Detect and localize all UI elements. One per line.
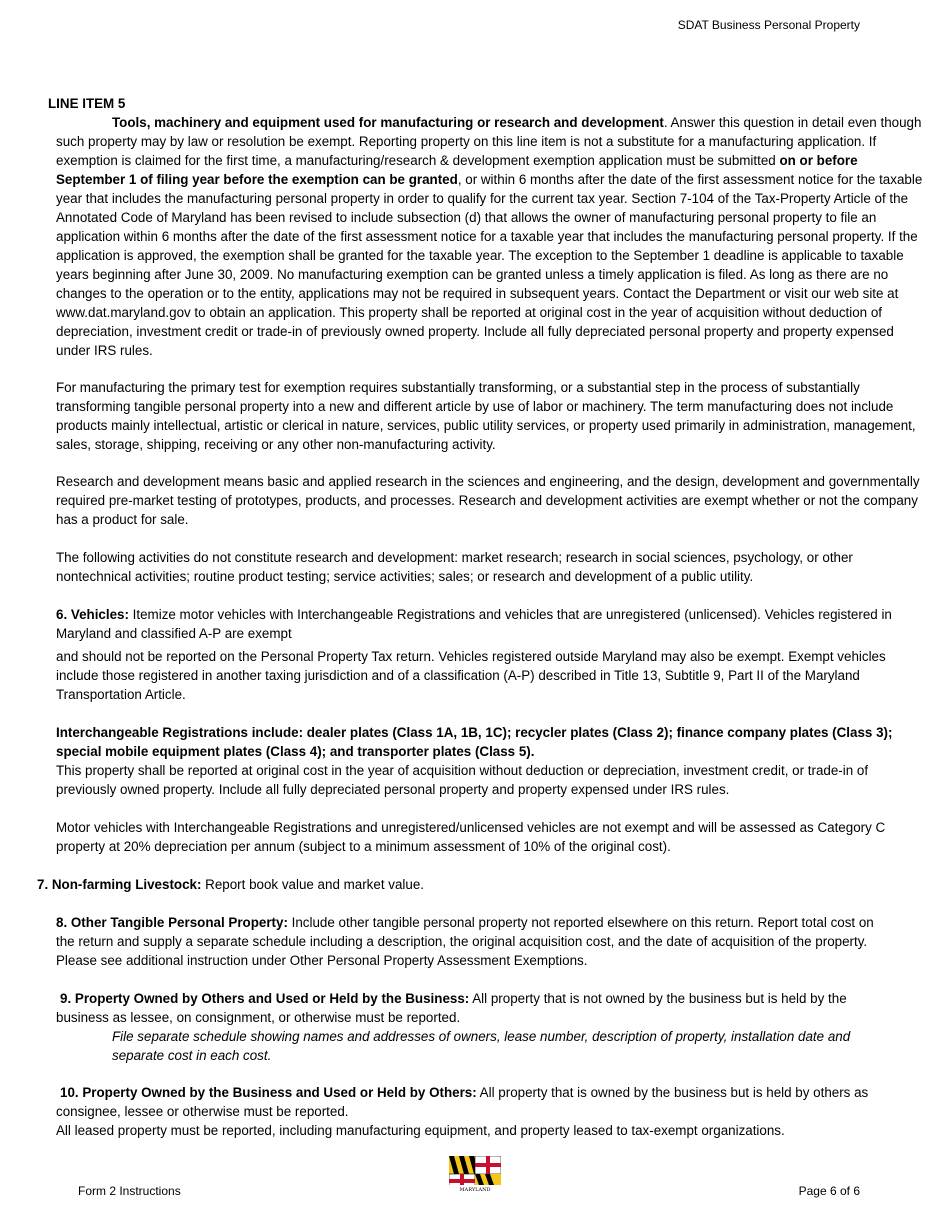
other-tangible-section — [56, 913, 886, 970]
footer-page-number: Page 6 of 6 — [798, 1184, 860, 1198]
research-definition-paragraph — [56, 472, 930, 529]
vehicles-continued — [56, 647, 930, 704]
other-tangible-heading: 8. Other Tangible Personal Property: — [56, 915, 288, 930]
line-item-5-section — [56, 113, 930, 360]
owned-by-others-heading: 9. Property Owned by Others and Used or Held by the Business: — [60, 991, 470, 1006]
vehicles-text-4: Motor vehicles with Interchangeable Registrations and unregistered/unlicensed vehicles are not exempt and will be assessed as Category C property at 20% depreciation per annum (subject to a minimum assessment of 10% of the original cost). — [56, 820, 886, 854]
vehicles-text-1: Itemize motor vehicles with Interchangeable Registrations and vehicles that are unregistered (unlicensed). Vehicles registered in Maryland and classified A-P are exempt — [56, 607, 892, 641]
owned-by-business-text-2: All leased property must be reported, including manufacturing equipment, and property leased to tax-exempt organizations. — [56, 1123, 785, 1138]
para-1-text-b: , or within 6 months after the date of the first assessment notice for the taxable year that includes the manufacturing personal property in order to qualify for the current tax year. Section 7-104 of the Tax-Property Article of the Annotated Code of Maryland has been revised to include subsection (d) that allows the owner of manufacturing personal property to file an application within 6 months after the date of the first assessment notice for a taxable year that includes the manufacturing personal property. If the application is approved, the exemption shall be granted for the taxable year. The exception to the September 1 deadline is applicable to taxable years beginning after June 30, 2009. No manufacturing exemption can be granted unless a timely application is filed. As long as there are no changes to the operation or to the entity, applications may not be required in subsequent years. Contact the Department or visit our web site at www.dat.maryland.gov to obtain an application. This property shall be reported at original cost in the year of acquisition without deduction of depreciation, investment credit or trade-in of previously owned property. Include all fully depreciated personal property and property expensed under IRS rules. — [56, 172, 923, 358]
livestock-heading: 7. Non-farming Livestock: — [37, 877, 202, 892]
line-item-title: LINE ITEM 5 — [48, 96, 126, 111]
line-item-para-1 — [56, 113, 930, 360]
maryland-flag-logo-icon — [449, 1156, 501, 1192]
vehicles-text-3: This property shall be reported at original cost in the year of acquisition without deduction or depreciation, investment credit, or trade-in of previously owned property. Include all fully depreciated personal property and property expensed under IRS rules. — [56, 763, 869, 797]
footer-form-name: Form 2 Instructions — [78, 1184, 181, 1198]
other-tangible-text: Include other tangible personal property not reported elsewhere on this return. Report total cost on the return and supply a separate schedule including a description, the original acquisition cost, and the date of acquisition of the property. Please see additional instruction under Other Personal Property Assessment Exemptions. — [56, 915, 874, 968]
vehicles-heading: 6. Vehicles: — [56, 607, 129, 622]
manufacturing-test-paragraph — [56, 378, 930, 454]
vehicles-assessment-paragraph — [56, 818, 930, 856]
vehicles-section — [56, 605, 930, 643]
interchangeable-registrations — [56, 723, 930, 761]
vehicles-cost-paragraph — [56, 761, 930, 799]
manufacturing-heading: Tools, machinery and equipment used for manufacturing or research and development — [112, 115, 664, 130]
owned-by-others-text: All property that is not owned by the business but is held by the business as lessee, on consignment, or otherwise must be reported. — [56, 991, 847, 1025]
owned-by-business-heading: 10. Property Owned by the Business and Used or Held by Others: — [60, 1085, 477, 1100]
owned-by-others-section — [56, 989, 886, 1065]
owned-by-others-italic: File separate schedule showing names and addresses of owners, lease number, description of property, installation date and separate cost in each cost. — [112, 1029, 851, 1063]
owned-by-business-section — [56, 1083, 896, 1140]
livestock-section — [37, 875, 911, 894]
para-4: The following activities do not constitute research and development: market research; research in social sciences, psychology, or other nontechnical activities; routine product testing; service activities; sales; or research and development of a public utility. — [56, 550, 853, 584]
owned-by-business-text: All property that is owned by the business but is held by others as consignee, lessee or otherwise must be reported. — [56, 1085, 869, 1119]
non-research-paragraph — [56, 548, 930, 586]
vehicles-text-2: and should not be reported on the Personal Property Tax return. Vehicles registered outside Maryland may also be exempt. Exempt vehicles include those registered in another taxing jurisdiction and of a classification (A-P) described in Title 13, Subtitle 9, Part II of the Maryland Transportation Article. — [56, 649, 886, 702]
header-title: SDAT Business Personal Property — [677, 18, 860, 32]
vehicles-bold-paragraph: Interchangeable Registrations include: dealer plates (Class 1A, 1B, 1C); recycler plates (Class 2); finance company plates (Class 3); special mobile equipment plates (Class 4); and transporter plates (Class 5). — [56, 725, 893, 759]
logo-text: MARYLAND — [459, 1187, 491, 1192]
para-2: For manufacturing the primary test for exemption requires substantially transforming, or a substantial step in the process of substantially transforming tangible personal property into a new and different article by use of labor or machinery. The term manufacturing does not include products mainly intellectual, artistic or clerical in nature, services, public utility services, or property used primarily in administration, management, sales, storage, shipping, receiving or any other non-manufacturing activity. — [56, 380, 916, 452]
deadline-text: on or before September 1 of filing year before the exemption can be granted — [56, 153, 858, 187]
para-1-text-a: . Answer this question in detail even though such property may by law or resolution be exempt. Reporting property on this line item is not a substitute for a manufacturing application. If exemption is claimed for the first time, a manufacturing/research & development exemption application must be submitted — [56, 115, 922, 168]
para-3: Research and development means basic and applied research in the sciences and engineering, and the design, development and governmentally required pre-market testing of prototypes, products, and processes. Research and development activities are exempt whether or not the company has a product for sale. — [56, 474, 920, 527]
livestock-text: Report book value and market value. — [201, 877, 424, 892]
